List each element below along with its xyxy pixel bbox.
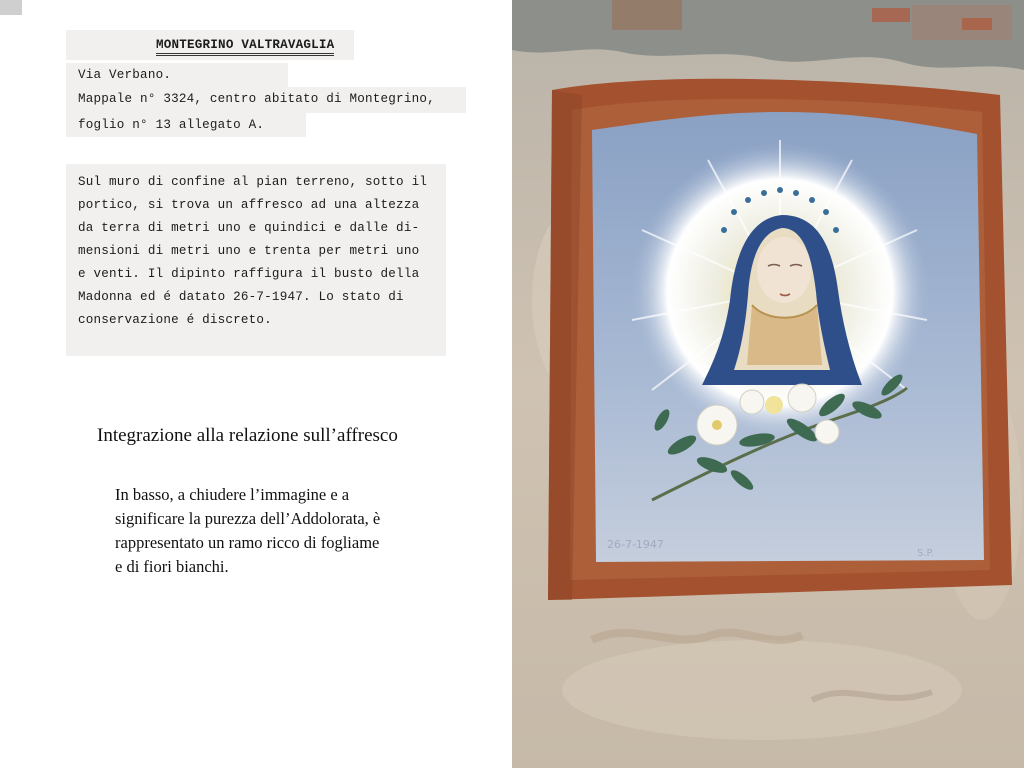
caption-body <box>115 483 445 579</box>
address-line-3: foglio n° 13 allegato A. <box>66 113 306 137</box>
description-line: e venti. Il dipinto raffigura il busto della <box>78 267 420 281</box>
caption-heading: Integrazione alla relazione sull’affresco <box>97 425 398 446</box>
description-line: mensioni di metri uno e trenta per metri uno <box>78 244 420 258</box>
madonna-face <box>757 237 811 303</box>
caption-line: e di fiori bianchi. <box>115 557 229 576</box>
description-line: Madonna ed é datato 26-7-1947. Lo stato di <box>78 290 404 304</box>
caption-line: significare la purezza dell’Addolorata, è <box>115 509 381 528</box>
address-line-1: Via Verbano. <box>66 63 288 87</box>
caption-line: In basso, a chiudere l’immagine e a <box>115 485 350 504</box>
document-title-box <box>66 30 354 60</box>
description-line: conservazione é discreto. <box>78 313 272 327</box>
corner-mark <box>0 0 22 15</box>
svg-text:S.P.: S.P. <box>917 548 935 559</box>
description-box <box>66 164 446 356</box>
fresco-photo <box>512 0 1024 768</box>
description-line: da terra di metri uno e quindici e dalle di- <box>78 221 420 235</box>
description-line: portico, si trova un affresco ad una altezza <box>78 198 420 212</box>
caption-line: rappresentato un ramo ricco di fogliame <box>115 533 380 552</box>
address-line-2: Mappale n° 3324, centro abitato di Montegrino, <box>66 87 466 113</box>
svg-text:26-7-1947: 26-7-1947 <box>607 538 664 551</box>
description-line: Sul muro di confine al pian terreno, sotto il <box>78 175 428 189</box>
document-title: MONTEGRINO VALTRAVAGLIA <box>156 38 334 56</box>
